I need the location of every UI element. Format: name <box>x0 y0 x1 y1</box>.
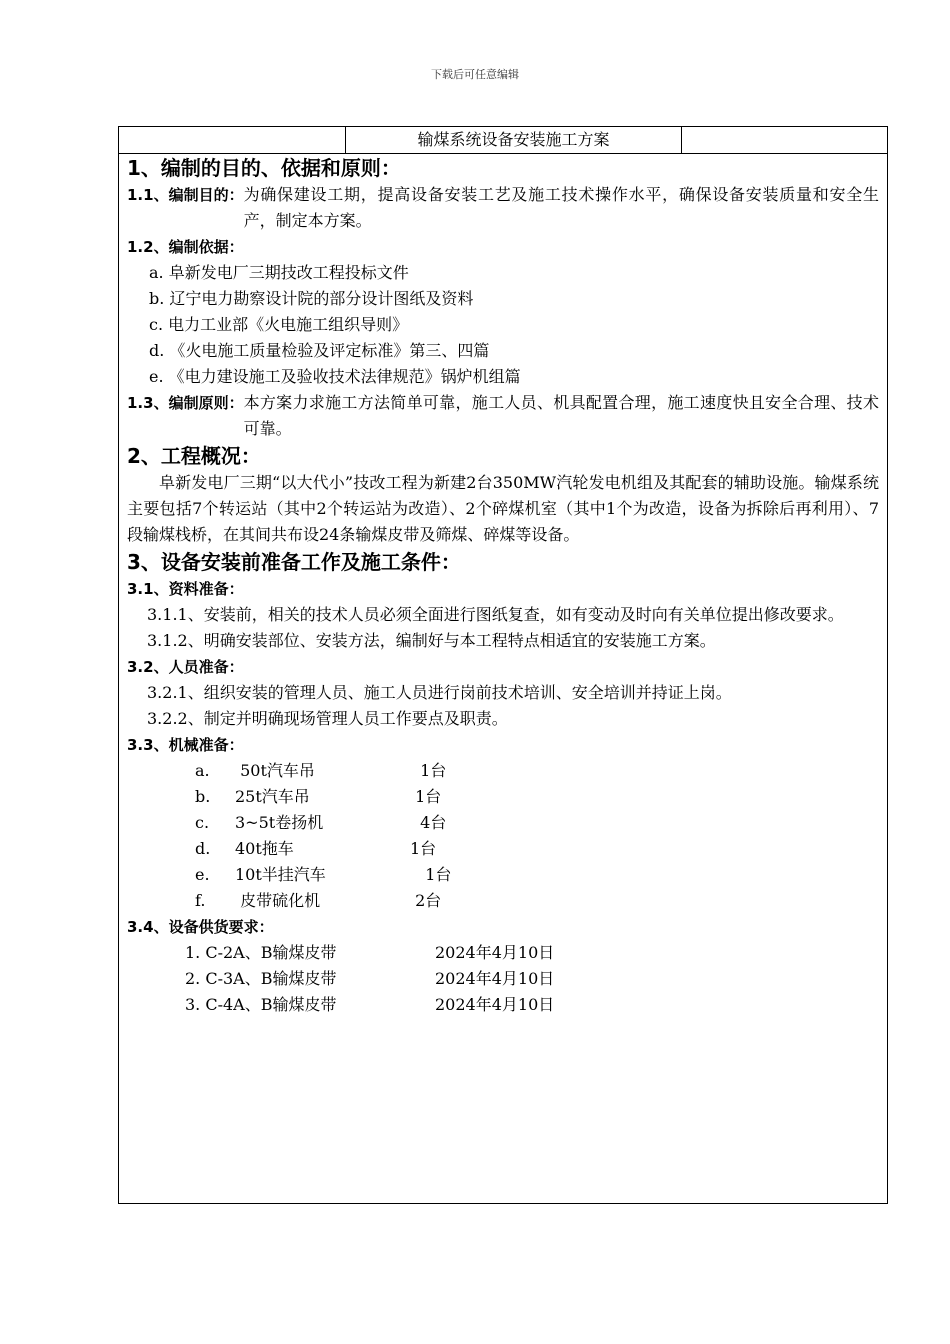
supply-name: 1. C-2A、B输煤皮带 <box>185 943 337 962</box>
section-3-heading: 3、设备安装前准备工作及施工条件： <box>127 550 461 574</box>
machine-letter: b. <box>195 787 211 806</box>
supply-row <box>127 966 879 992</box>
machine-qty: 2台 <box>410 891 442 910</box>
section-1-1-text: 为确保建设工期，提高设备安装工艺及施工技术操作水平，确保设备安装质量和安全生产，制定本方案。 <box>243 185 879 230</box>
supply-date: 2024年4月10日 <box>435 969 555 988</box>
machine-name: 10t半挂汽车 <box>235 865 326 884</box>
section-3-4-label: 3.4、设备供货要求： <box>127 918 274 936</box>
basis-item: c. 电力工业部《火电施工组织导则》 <box>149 315 409 334</box>
machine-letter: c. <box>195 813 210 832</box>
section-3-3-label: 3.3、机械准备： <box>127 736 244 754</box>
section-2-heading: 2、工程概况： <box>127 444 261 468</box>
section-1-3-text: 本方案力求施工方法简单可靠，施工人员、机具配置合理，施工速度快且安全合理、技术可靠。 <box>243 393 879 438</box>
basis-item: a. 阜新发电厂三期技改工程投标文件 <box>149 263 409 282</box>
machine-row <box>127 862 879 888</box>
document-frame <box>118 126 888 1204</box>
machine-qty: 1台 <box>410 761 447 780</box>
section-3-1-1-text: 安装前，相关的技术人员必须全面进行图纸复查，如有变动及时向有关单位提出修改要求。 <box>203 605 844 624</box>
machine-qty: 1台 <box>410 787 442 806</box>
section-1-2-label: 1.2、编制依据： <box>127 238 244 256</box>
basis-item: e. 《电力建设施工及验收技术法律规范》锅炉机组篇 <box>149 367 521 386</box>
supply-name: 2. C-3A、B输煤皮带 <box>185 969 337 988</box>
supply-date: 2024年4月10日 <box>435 943 555 962</box>
machine-letter: a. <box>195 761 210 780</box>
section-1-heading: 1、编制的目的、依据和原则： <box>127 156 401 180</box>
machine-letter: e. <box>195 865 210 884</box>
header-note: 下载后可任意编辑 <box>431 68 519 81</box>
machine-row <box>127 810 879 836</box>
section-3-2-2: 3.2.2、制定并明确现场管理人员工作要点及职责。 <box>147 709 508 728</box>
document-body <box>127 154 879 1018</box>
machine-row <box>127 836 879 862</box>
section-3-1-1 <box>127 602 879 628</box>
machine-qty: 1台 <box>410 839 437 858</box>
machine-row <box>127 888 879 914</box>
section-2-text: 阜新发电厂三期“以大代小”技改工程为新建2台350MW汽轮发电机组及其配套的辅助设施。输煤系统主要包括7个转运站（其中2个转运站为改造）、2个碎煤机室（其中1个为改造，设备为拆除后再利用）、7段输煤栈桥，在其间共布设24条输煤皮带及筛煤、碎煤等设备。 <box>127 473 879 544</box>
machine-name: 50t汽车吊 <box>235 761 315 780</box>
section-1-1 <box>127 182 879 234</box>
supply-date: 2024年4月10日 <box>435 995 555 1014</box>
supply-row <box>127 992 879 1018</box>
machine-letter: f. <box>195 891 206 910</box>
basis-item: b. 辽宁电力勘察设计院的部分设计图纸及资料 <box>149 289 474 308</box>
machine-qty: 1台 <box>410 865 452 884</box>
machine-name: 3~5t卷扬机 <box>235 813 324 832</box>
section-3-1-1-label: 3.1.1、 <box>147 605 204 624</box>
machine-letter: d. <box>195 839 211 858</box>
section-1-1-label: 1.1、编制目的： <box>127 186 244 204</box>
section-3-2-1: 3.2.1、组织安装的管理人员、施工人员进行岗前技术培训、安全培训并持证上岗。 <box>147 683 732 702</box>
section-1-3-label: 1.3、编制原则： <box>127 394 244 412</box>
machine-name: 25t汽车吊 <box>235 787 310 806</box>
title-row <box>119 127 887 154</box>
basis-item: d. 《火电施工质量检验及评定标准》第三、四篇 <box>149 341 490 360</box>
section-3-2-label: 3.2、人员准备： <box>127 658 244 676</box>
machine-name: 40t拖车 <box>235 839 294 858</box>
supply-name: 3. C-4A、B输煤皮带 <box>185 995 337 1014</box>
section-3-1-label: 3.1、资料准备： <box>127 580 244 598</box>
machine-row <box>127 758 879 784</box>
machine-qty: 4台 <box>410 813 447 832</box>
section-1-3 <box>127 390 879 442</box>
machine-name: 皮带硫化机 <box>235 891 321 910</box>
machine-row <box>127 784 879 810</box>
section-3-1-2: 3.1.2、明确安装部位、安装方法，编制好与本工程特点相适宜的安装施工方案。 <box>147 631 716 650</box>
document-title: 输煤系统设备安装施工方案 <box>345 127 682 153</box>
supply-row <box>127 940 879 966</box>
